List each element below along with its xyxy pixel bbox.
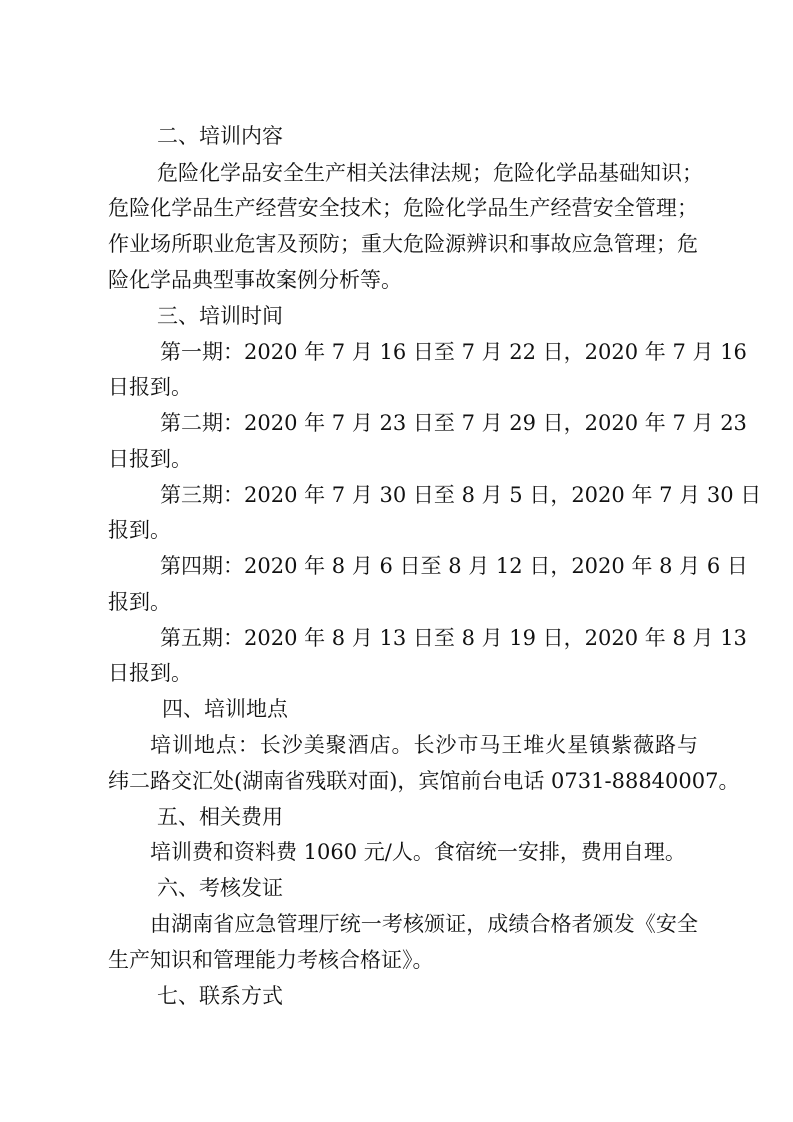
period-line: 日报到。: [108, 447, 192, 471]
period-line: 日报到。: [108, 375, 192, 399]
section-heading-training-time: 三、培训时间: [157, 304, 283, 328]
period-line: 第二期：2020 年 7 月 23 日至 7 月 29 日，2020 年 7 月 23: [160, 411, 747, 435]
section-heading-fees: 五、相关费用: [157, 805, 283, 829]
section-heading-training-location: 四、培训地点: [162, 697, 288, 721]
period-line: 第三期：2020 年 7 月 30 日至 8 月 5 日，2020 年 7 月 30 日: [160, 483, 762, 507]
section-heading-contact: 七、联系方式: [157, 984, 283, 1008]
paragraph-line: 危险化学品生产经营安全技术；危险化学品生产经营安全管理；: [108, 196, 698, 220]
paragraph-line: 培训费和资料费 1060 元/人。食宿统一安排，费用自理。: [150, 840, 686, 864]
paragraph-line: 生产知识和管理能力考核合格证》。: [108, 948, 434, 972]
section-heading-certificate: 六、考核发证: [157, 876, 283, 900]
paragraph-line: 由湖南省应急管理厅统一考核颁证，成绩合格者颁发《安全: [150, 912, 698, 936]
period-line: 报到。: [108, 590, 171, 614]
period-line: 第一期：2020 年 7 月 16 日至 7 月 22 日，2020 年 7 月 16: [160, 340, 747, 364]
paragraph-line: 作业场所职业危害及预防；重大危险源辨识和事故应急管理；危: [108, 232, 698, 256]
paragraph-line: 危险化学品安全生产相关法律法规；危险化学品基础知识；: [157, 161, 703, 185]
period-line: 报到。: [108, 518, 171, 542]
section-heading-training-content: 二、培训内容: [157, 124, 283, 148]
paragraph-line: 险化学品典型事故案例分析等。: [108, 268, 402, 292]
period-line: 日报到。: [108, 661, 192, 685]
paragraph-line: 纬二路交汇处(湖南省残联对面)，宾馆前台电话 0731-88840007。: [108, 769, 740, 793]
period-line: 第四期：2020 年 8 月 6 日至 8 月 12 日，2020 年 8 月 6 日: [160, 554, 748, 578]
period-line: 第五期：2020 年 8 月 13 日至 8 月 19 日，2020 年 8 月 13: [160, 626, 747, 650]
paragraph-line: 培训地点：长沙美聚酒店。长沙市马王堆火星镇紫薇路与: [150, 733, 698, 757]
